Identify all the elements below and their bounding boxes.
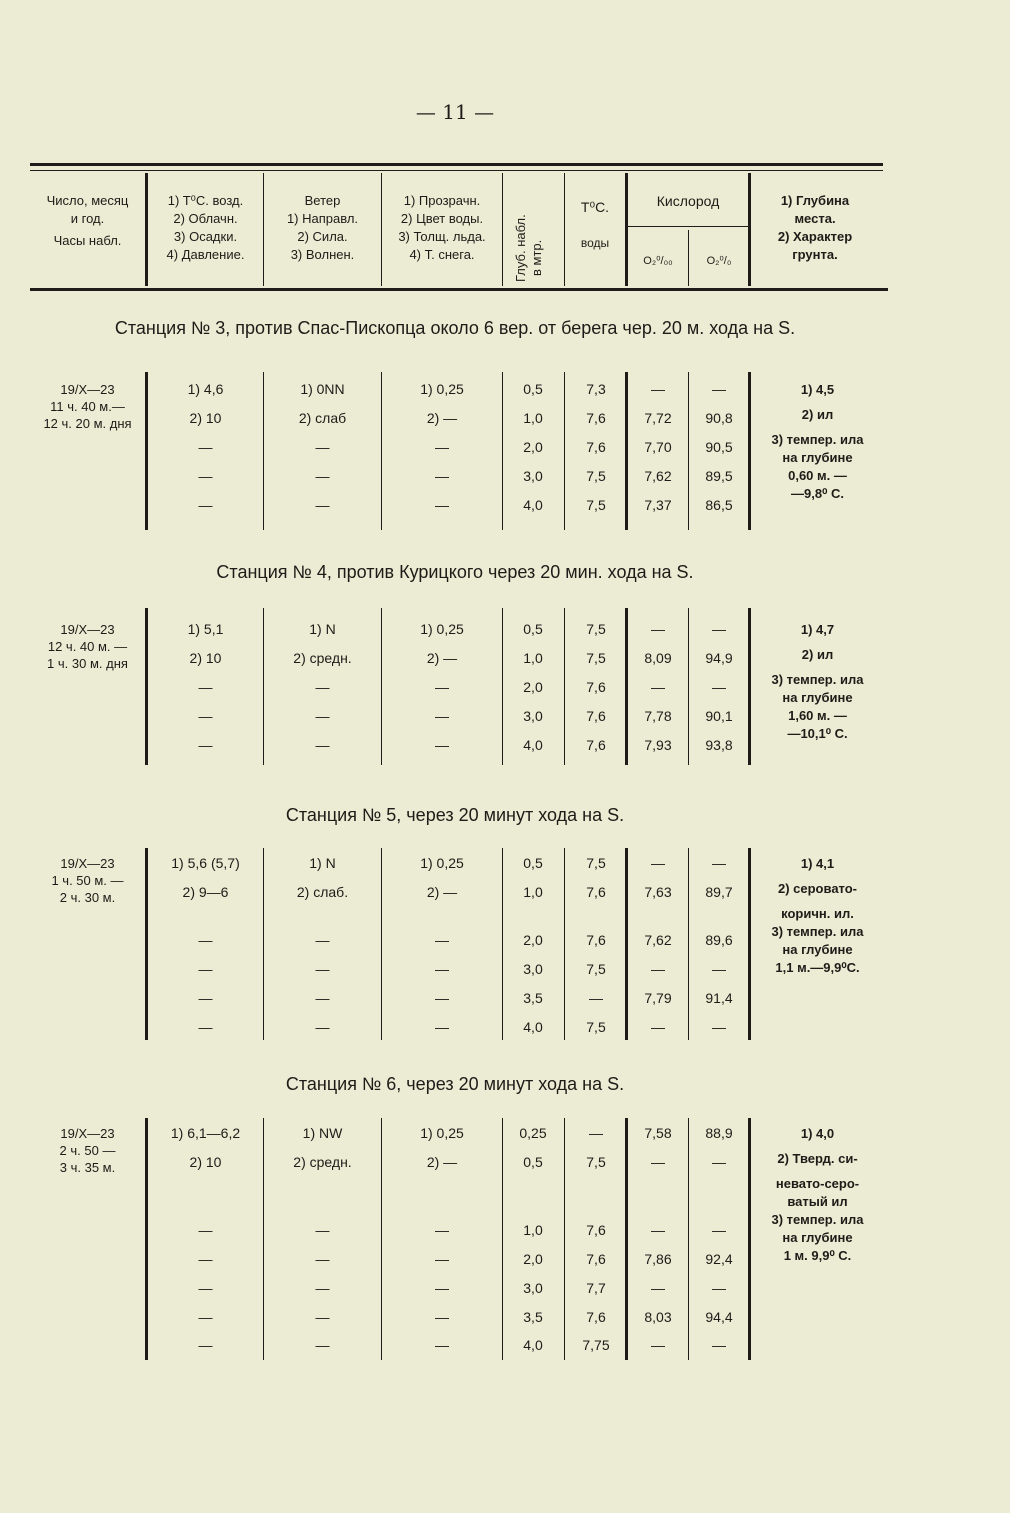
station-title: Станция № 5, через 20 минут хода на S. xyxy=(285,805,625,825)
ground-line: 1,60 м. — xyxy=(788,708,847,723)
transp-cell: — xyxy=(435,1280,449,1296)
wind-cell: — xyxy=(315,1222,330,1238)
o2a-cell: 7,78 xyxy=(644,708,672,724)
column-divider xyxy=(564,372,565,530)
depth-cell: 4,0 xyxy=(523,497,543,513)
depth-cell: 2,0 xyxy=(523,679,543,695)
air-cell: 2) 10 xyxy=(189,410,222,426)
o2b-cell: — xyxy=(712,621,726,637)
temp-cell: 7,6 xyxy=(586,708,606,724)
air-cell: 2) 10 xyxy=(189,1154,222,1170)
header-line: и год. xyxy=(70,211,105,226)
ground-line: на глубине xyxy=(782,1230,853,1245)
o2a-cell: 7,62 xyxy=(644,468,672,484)
o2a-cell: — xyxy=(651,1019,665,1035)
o2b-cell: 94,9 xyxy=(705,650,733,666)
temp-cell: 7,6 xyxy=(586,1222,606,1238)
column-divider xyxy=(748,608,751,765)
o2b-cell: — xyxy=(712,679,726,695)
air-cell: — xyxy=(198,679,213,695)
o2b-cell: — xyxy=(712,1222,726,1238)
o2b-cell: 92,4 xyxy=(705,1251,733,1267)
ground-line: 2) Тверд. си- xyxy=(777,1151,858,1166)
station-date-line: 2 ч. 50 — xyxy=(59,1143,116,1158)
depth-cell: 0,5 xyxy=(523,381,543,397)
wind-cell: — xyxy=(315,1337,330,1353)
air-cell: — xyxy=(198,1280,213,1296)
depth-cell: 4,0 xyxy=(523,1337,543,1353)
header-line: 4) Т. снега. xyxy=(409,247,475,262)
station-title: Станция № 4, против Курицкого через 20 мин. хода на S. xyxy=(216,562,694,582)
wind-cell: — xyxy=(315,468,330,484)
station-title: Станция № 6, через 20 минут хода на S. xyxy=(285,1074,625,1094)
temp-cell: 7,5 xyxy=(586,1154,606,1170)
ground-line: 2) серовато- xyxy=(777,881,858,896)
air-cell: — xyxy=(198,1309,213,1325)
o2b-cell: 89,7 xyxy=(705,884,733,900)
o2a-cell: 7,62 xyxy=(644,932,672,948)
ground-line: 1) 4,0 xyxy=(800,1126,835,1141)
header-line: 2) Характер xyxy=(777,229,853,244)
column-divider xyxy=(564,608,565,765)
header-line: T⁰C. xyxy=(580,199,610,215)
air-cell: — xyxy=(198,708,213,724)
depth-cell: 4,0 xyxy=(523,737,543,753)
ground-line: на глубине xyxy=(782,450,853,465)
column-divider xyxy=(688,608,689,765)
header-bottom-rule xyxy=(30,288,888,291)
wind-cell: — xyxy=(315,961,330,977)
wind-cell: — xyxy=(315,1280,330,1296)
wind-cell: 1) NW xyxy=(302,1125,343,1141)
column-divider xyxy=(688,1118,689,1360)
ground-line: 1) 4,1 xyxy=(800,856,835,871)
header-divider xyxy=(688,230,689,286)
column-divider xyxy=(748,1118,751,1360)
header-depth xyxy=(513,214,545,282)
air-cell: — xyxy=(198,497,213,513)
header-wind xyxy=(264,192,381,264)
transp-cell: — xyxy=(435,708,449,724)
air-cell: 2) 10 xyxy=(189,650,222,666)
transp-cell: 1) 0,25 xyxy=(420,855,464,871)
o2b-cell: 90,5 xyxy=(705,439,733,455)
depth-cell: 2,0 xyxy=(523,932,543,948)
header-water-temp xyxy=(565,198,625,252)
air-cell: — xyxy=(198,468,213,484)
depth-cell: 0,25 xyxy=(519,1125,547,1141)
air-cell: 1) 5,6 (5,7) xyxy=(171,855,240,871)
o2b-cell: — xyxy=(712,1337,726,1353)
header-oxygen: Кислород xyxy=(656,193,720,209)
header-line: Число, месяц xyxy=(46,193,129,208)
temp-cell: 7,5 xyxy=(586,961,606,977)
ground-line: 3) темпер. ила xyxy=(771,924,864,939)
air-cell: 1) 4,6 xyxy=(187,381,224,397)
o2a-cell: — xyxy=(651,1280,665,1296)
column-divider xyxy=(564,1118,565,1360)
air-cell: — xyxy=(198,737,213,753)
station-date-line: 2 ч. 30 м. xyxy=(59,890,116,905)
temp-cell: — xyxy=(589,1125,603,1141)
header-oxygen-permille: O₂⁰/₀₀ xyxy=(643,255,673,267)
transp-cell: 1) 0,25 xyxy=(420,621,464,637)
o2a-cell: 8,03 xyxy=(644,1309,672,1325)
station-date-line: 1 ч. 50 м. — xyxy=(51,873,124,888)
transp-cell: 1) 0,25 xyxy=(420,381,464,397)
transp-cell: — xyxy=(435,932,449,948)
wind-cell: 1) 0NN xyxy=(300,381,345,397)
depth-cell: 2,0 xyxy=(523,1251,543,1267)
temp-cell: 7,6 xyxy=(586,884,606,900)
header-line: воды xyxy=(580,236,610,250)
transp-cell: — xyxy=(435,1251,449,1267)
ground-line: —10,1⁰ C. xyxy=(787,726,848,741)
column-divider xyxy=(564,848,565,1040)
header-line: 1) T⁰C. возд. xyxy=(167,193,244,208)
air-cell: — xyxy=(198,961,213,977)
temp-cell: 7,3 xyxy=(586,381,606,397)
temp-cell: 7,5 xyxy=(586,650,606,666)
header-line: 3) Осадки. xyxy=(173,229,238,244)
temp-cell: 7,5 xyxy=(586,855,606,871)
o2a-cell: 7,79 xyxy=(644,990,672,1006)
air-cell: 2) 9—6 xyxy=(182,884,229,900)
o2a-cell: 7,37 xyxy=(644,497,672,513)
depth-cell: 2,0 xyxy=(523,439,543,455)
o2a-cell: — xyxy=(651,855,665,871)
o2b-cell: 91,4 xyxy=(705,990,733,1006)
depth-cell: 3,5 xyxy=(523,1309,543,1325)
o2b-cell: 90,8 xyxy=(705,410,733,426)
o2b-cell: — xyxy=(712,855,726,871)
wind-cell: 2) средн. xyxy=(293,1154,352,1170)
o2b-cell: — xyxy=(712,1280,726,1296)
transp-cell: 2) — xyxy=(426,884,458,900)
column-divider xyxy=(688,372,689,530)
ground-line: на глубине xyxy=(782,942,853,957)
air-cell: — xyxy=(198,1019,213,1035)
air-cell: 1) 5,1 xyxy=(187,621,224,637)
o2a-cell: — xyxy=(651,1154,665,1170)
transp-cell: 1) 0,25 xyxy=(420,1125,464,1141)
o2b-cell: 94,4 xyxy=(705,1309,733,1325)
temp-cell: 7,6 xyxy=(586,439,606,455)
header-line: Глуб. набл. xyxy=(513,214,528,282)
station-title: Станция № 3, против Спас-Пископца около 6 вер. от берега чер. 20 м. хода на S. xyxy=(114,318,796,338)
temp-cell: 7,75 xyxy=(582,1337,610,1353)
air-cell: — xyxy=(198,990,213,1006)
column-divider xyxy=(748,372,751,530)
header-line: Часы набл. xyxy=(53,233,122,248)
temp-cell: 7,5 xyxy=(586,1019,606,1035)
transp-cell: — xyxy=(435,439,449,455)
ground-line: 2) ил xyxy=(801,407,834,422)
o2a-cell: — xyxy=(651,1222,665,1238)
depth-cell: 3,0 xyxy=(523,1280,543,1296)
depth-cell: 0,5 xyxy=(523,1154,543,1170)
ground-line: 0,60 м. — xyxy=(788,468,847,483)
o2b-cell: — xyxy=(712,961,726,977)
ground-line: 3) темпер. ила xyxy=(771,432,864,447)
header-top-rule xyxy=(30,163,883,166)
ground-line: на глубине xyxy=(782,690,853,705)
ground-line: коричн. ил. xyxy=(781,906,854,921)
header-ground xyxy=(755,192,875,264)
transp-cell: 2) — xyxy=(426,650,458,666)
ground-line: ватый ил xyxy=(787,1194,848,1209)
depth-cell: 0,5 xyxy=(523,855,543,871)
ground-line: невато-серо- xyxy=(775,1176,860,1191)
header-line: 1) Прозрачн. xyxy=(403,193,481,208)
temp-cell: 7,5 xyxy=(586,621,606,637)
ground-line: 2) ил xyxy=(801,647,834,662)
o2a-cell: 7,58 xyxy=(644,1125,672,1141)
depth-cell: 0,5 xyxy=(523,621,543,637)
air-cell: — xyxy=(198,1251,213,1267)
o2b-cell: 86,5 xyxy=(705,497,733,513)
station-date-line: 12 ч. 40 м. — xyxy=(47,639,128,654)
wind-cell: — xyxy=(315,497,330,513)
transp-cell: — xyxy=(435,1309,449,1325)
o2b-cell: — xyxy=(712,381,726,397)
station-date-line: 12 ч. 20 м. дня xyxy=(43,416,132,431)
wind-cell: 2) средн. xyxy=(293,650,352,666)
temp-cell: 7,5 xyxy=(586,497,606,513)
transp-cell: — xyxy=(435,1019,449,1035)
o2a-cell: — xyxy=(651,679,665,695)
o2b-cell: 90,1 xyxy=(705,708,733,724)
depth-cell: 1,0 xyxy=(523,884,543,900)
wind-cell: — xyxy=(315,990,330,1006)
header-line: 2) Сила. xyxy=(297,229,348,244)
o2a-cell: 7,72 xyxy=(644,410,672,426)
header-line: 4) Давление. xyxy=(166,247,245,262)
o2a-cell: — xyxy=(651,1337,665,1353)
wind-cell: — xyxy=(315,679,330,695)
header-line: места. xyxy=(794,211,836,226)
air-cell: — xyxy=(198,932,213,948)
o2b-cell: — xyxy=(712,1154,726,1170)
temp-cell: 7,6 xyxy=(586,1309,606,1325)
wind-cell: 1) N xyxy=(309,855,336,871)
header-line: 2) Цвет воды. xyxy=(400,211,484,226)
transp-cell: — xyxy=(435,737,449,753)
o2b-cell: 89,5 xyxy=(705,468,733,484)
temp-cell: 7,6 xyxy=(586,737,606,753)
header-line: Ветер xyxy=(304,193,341,208)
header-line: 1) Направл. xyxy=(286,211,359,226)
transp-cell: — xyxy=(435,679,449,695)
station-date-line: 1 ч. 30 м. дня xyxy=(47,656,128,671)
wind-cell: 2) слаб xyxy=(298,410,347,426)
wind-cell: 2) слаб. xyxy=(296,884,349,900)
temp-cell: 7,5 xyxy=(586,468,606,484)
wind-cell: — xyxy=(315,737,330,753)
temp-cell: — xyxy=(589,990,603,1006)
header-divider xyxy=(748,173,751,286)
transp-cell: — xyxy=(435,468,449,484)
o2a-cell: 7,86 xyxy=(644,1251,672,1267)
transp-cell: — xyxy=(435,497,449,513)
transp-cell: — xyxy=(435,990,449,1006)
station-date-line: 19/X—23 xyxy=(60,856,115,871)
station-date-line: 3 ч. 35 м. xyxy=(59,1160,116,1175)
transp-cell: — xyxy=(435,1222,449,1238)
air-cell: — xyxy=(198,1337,213,1353)
header-line: в мтр. xyxy=(529,239,544,276)
wind-cell: 1) N xyxy=(309,621,336,637)
station-date-line: 19/X—23 xyxy=(60,622,115,637)
ground-line: 3) темпер. ила xyxy=(771,1212,864,1227)
ground-line: 1) 4,7 xyxy=(800,622,835,637)
header-line: 3) Волнен. xyxy=(290,247,355,262)
header-line: 2) Облачн. xyxy=(173,211,238,226)
ground-line: 1,1 м.—9,9⁰C. xyxy=(775,960,860,975)
wind-cell: — xyxy=(315,1251,330,1267)
temp-cell: 7,6 xyxy=(586,932,606,948)
header-divider xyxy=(502,173,503,286)
page-number: — 11 — xyxy=(415,100,495,124)
wind-cell: — xyxy=(315,1309,330,1325)
wind-cell: — xyxy=(315,439,330,455)
depth-cell: 4,0 xyxy=(523,1019,543,1035)
header-transparency xyxy=(382,192,502,264)
o2b-cell: 93,8 xyxy=(705,737,733,753)
wind-cell: — xyxy=(315,1019,330,1035)
station-date-line: 19/X—23 xyxy=(60,1126,115,1141)
transp-cell: 2) — xyxy=(426,410,458,426)
transp-cell: — xyxy=(435,961,449,977)
o2a-cell: 7,93 xyxy=(644,737,672,753)
depth-cell: 1,0 xyxy=(523,650,543,666)
depth-cell: 3,0 xyxy=(523,961,543,977)
o2a-cell: — xyxy=(651,621,665,637)
air-cell: 1) 6,1—6,2 xyxy=(170,1125,241,1141)
o2b-cell: 88,9 xyxy=(705,1125,733,1141)
depth-cell: 3,0 xyxy=(523,708,543,724)
o2a-cell: — xyxy=(651,381,665,397)
station-date-line: 19/X—23 xyxy=(60,382,115,397)
depth-cell: 1,0 xyxy=(523,410,543,426)
ground-line: 1 м. 9,9⁰ C. xyxy=(783,1248,852,1263)
transp-cell: 2) — xyxy=(426,1154,458,1170)
air-cell: — xyxy=(198,1222,213,1238)
temp-cell: 7,6 xyxy=(586,1251,606,1267)
header-oxygen-rule xyxy=(628,226,748,227)
wind-cell: — xyxy=(315,932,330,948)
temp-cell: 7,6 xyxy=(586,679,606,695)
header-line: 1) Глубина xyxy=(780,193,850,208)
wind-cell: — xyxy=(315,708,330,724)
header-line: грунта. xyxy=(792,247,838,262)
depth-cell: 1,0 xyxy=(523,1222,543,1238)
column-divider xyxy=(748,848,751,1040)
header-oxygen-percent: O₂⁰/₀ xyxy=(706,255,732,267)
o2a-cell: 8,09 xyxy=(644,650,672,666)
o2b-cell: 89,6 xyxy=(705,932,733,948)
o2a-cell: 7,70 xyxy=(644,439,672,455)
o2a-cell: — xyxy=(651,961,665,977)
depth-cell: 3,5 xyxy=(523,990,543,1006)
header-top-rule-thin xyxy=(30,170,883,171)
depth-cell: 3,0 xyxy=(523,468,543,484)
o2b-cell: — xyxy=(712,1019,726,1035)
ground-line: 3) темпер. ила xyxy=(771,672,864,687)
station-date-line: 11 ч. 40 м.— xyxy=(50,399,125,414)
header-date xyxy=(30,192,145,250)
header-air xyxy=(148,192,263,264)
temp-cell: 7,6 xyxy=(586,410,606,426)
o2a-cell: 7,63 xyxy=(644,884,672,900)
temp-cell: 7,7 xyxy=(586,1280,606,1296)
column-divider xyxy=(688,848,689,1040)
header-line: 3) Толщ. льда. xyxy=(398,229,486,244)
air-cell: — xyxy=(198,439,213,455)
transp-cell: — xyxy=(435,1337,449,1353)
ground-line: —9,8⁰ C. xyxy=(791,486,844,501)
ground-line: 1) 4,5 xyxy=(800,382,835,397)
